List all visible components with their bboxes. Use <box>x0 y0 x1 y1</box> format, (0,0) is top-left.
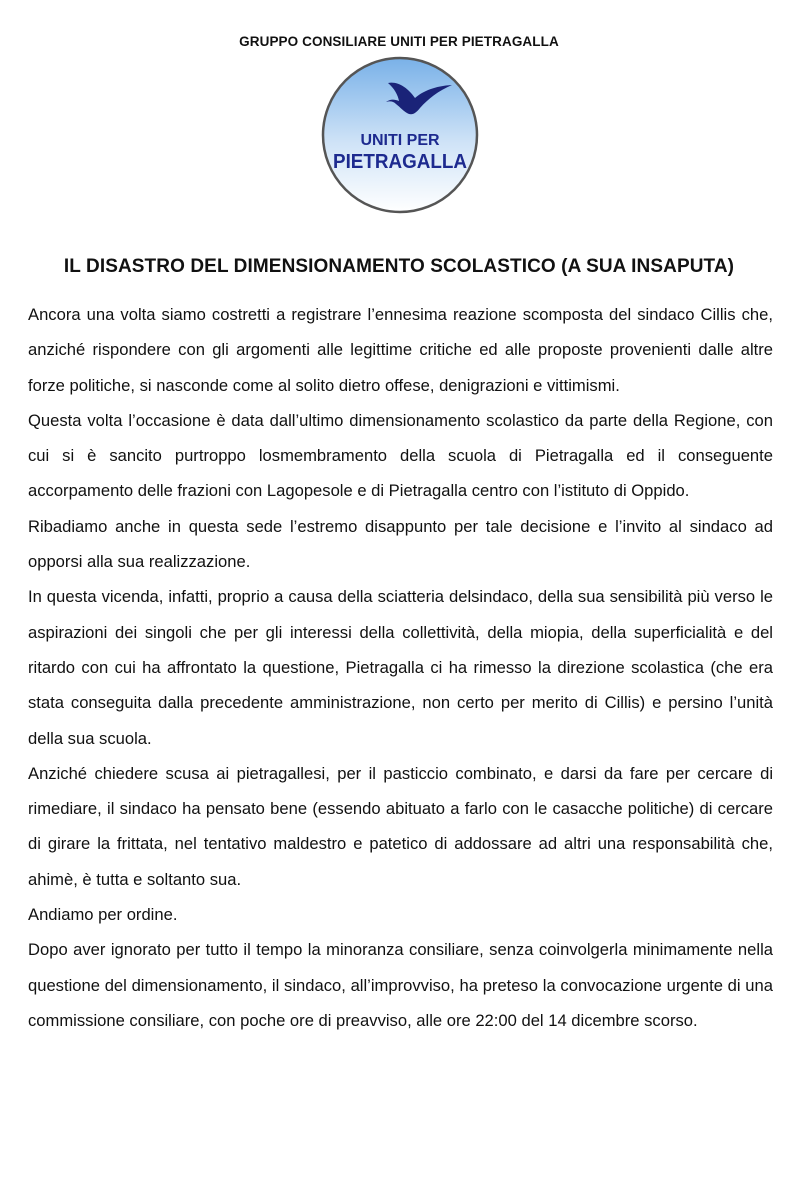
document-body <box>28 297 773 1038</box>
party-logo-graphic <box>320 55 480 215</box>
paragraph: In questa vicenda, infatti, proprio a causa della sciatteria delsindaco, della sua sensibilità più verso le aspirazioni dei singoli che per gli interessi della collettività, della miopia, della superficialità e del ritardo con cui ha affrontato la questione, Pietragalla ci ha rimesso la direzione scolastica (che era stata conseguita dalla precedente amministrazione, non certo per merito di Cillis) e persino l’unità della sua scuola. <box>28 587 773 748</box>
paragraph: Dopo aver ignorato per tutto il tempo la minoranza consiliare, senza coinvolgerla minimamente nella questione del dimensionamento, il sindaco, all’improvviso, ha preteso la convocazione urgente di una commissione consiliare, con poche ore di preavviso, alle ore 22:00 del 14 dicembre scorso. <box>28 940 773 1030</box>
paragraph: Ribadiamo anche in questa sede l’estremo disappunto per tale decisione e l’invito al sindaco ad opporsi alla sua realizzazione. <box>28 516 773 572</box>
logo-text-line2: PIETRAGALLA <box>333 151 467 173</box>
paragraph: Anziché chiedere scusa ai pietragallesi, per il pasticcio combinato, e darsi da fare per cercare di rimediare, il sindaco ha pensato bene (essendo abituato a farlo con le casacche politiche) di cercare di girare la frittata, nel tentativo maldestro e patetico di addossare ad altri una responsabilità che, ahimè, è tutta e soltanto sua. <box>28 763 773 889</box>
paragraph: Andiamo per ordine. <box>28 905 178 925</box>
party-logo <box>320 55 480 215</box>
group-name-header: GRUPPO CONSILIARE UNITI PER PIETRAGALLA <box>239 34 559 49</box>
paragraph: Ancora una volta siamo costretti a registrare l’ennesima reazione scomposta del sindaco Cillis che, anziché rispondere con gli argomenti alle legittime critiche ed alle proposte provenienti dalle altre forze politiche, si nasconde come al solito dietro offese, denigrazioni e vittimismi. <box>28 305 773 395</box>
paragraph: Questa volta l’occasione è data dall’ultimo dimensionamento scolastico da parte della Regione, con cui si è sancito purtroppo losmembramento della scuola di Pietragalla ed il conseguente accorpamento delle frazioni con Lagopesole e di Pietragalla centro con l’istituto di Oppido. <box>28 410 773 501</box>
document-title: IL DISASTRO DEL DIMENSIONAMENTO SCOLASTICO (A SUA INSAPUTA) <box>63 256 735 277</box>
logo-text-line1: UNITI PER <box>360 132 440 149</box>
